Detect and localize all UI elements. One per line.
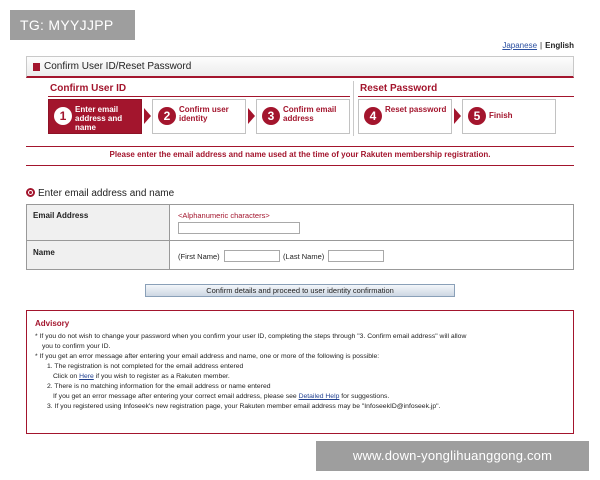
email-field[interactable]: [178, 222, 300, 234]
detailed-help-link[interactable]: Detailed Help: [298, 393, 340, 400]
step-5: [462, 99, 556, 134]
advisory-line: you to confirm your ID.: [42, 343, 111, 350]
step-label: Reset password: [385, 105, 447, 114]
instruction-bottom-rule: [26, 165, 574, 166]
step-number: 2: [158, 107, 176, 125]
step-4: [358, 99, 452, 134]
step-number: 3: [262, 107, 280, 125]
advisory-line: [35, 372, 565, 382]
step-arrow-icon: [248, 108, 255, 124]
advisory-line: 2. There is no matching information for the email address or name entered: [47, 383, 271, 390]
confirm-details-button[interactable]: Confirm details and proceed to user identity confirmation: [145, 284, 455, 297]
step-1: [48, 99, 142, 134]
advisory-line: * If you do not wish to change your password when you confirm your user ID, completing the steps through "3. Confirm email address" will allow: [35, 333, 467, 340]
section-underline-confirm: [48, 96, 350, 97]
language-switcher: [502, 41, 574, 50]
advisory-text: for suggestions.: [339, 393, 390, 400]
step-arrow-icon: [454, 108, 461, 124]
name-row: [27, 241, 573, 269]
advisory-line: [35, 392, 565, 402]
step-3: [256, 99, 350, 134]
step-2: [152, 99, 246, 134]
last-name-label: (Last Name): [283, 252, 325, 261]
step-number: 4: [364, 107, 382, 125]
section-label-reset-password: Reset Password: [360, 83, 438, 94]
advisory-title: Advisory: [35, 319, 70, 328]
page-title: Confirm User ID/Reset Password: [44, 61, 192, 72]
last-name-field[interactable]: [328, 250, 384, 262]
japanese-link[interactable]: Japanese: [502, 41, 538, 50]
watermark: www.down-yonglihuanggong.com: [316, 441, 589, 471]
step-label: Finish: [489, 111, 513, 120]
first-name-field[interactable]: [224, 250, 280, 262]
english-current: English: [545, 41, 574, 50]
email-label: Email Address: [27, 205, 170, 240]
section-divider: [353, 81, 354, 136]
language-separator: |: [540, 41, 543, 50]
step-label: Confirm email address: [283, 105, 337, 123]
section-underline-reset: [358, 96, 574, 97]
advisory-text: if you wish to register as a Rakuten member.: [93, 373, 230, 380]
advisory-text: If you get an error message after entering your correct email address, please see: [53, 393, 299, 400]
step-label: Confirm user identity: [179, 105, 229, 123]
step-number: 5: [468, 107, 486, 125]
step-number: 1: [54, 107, 72, 125]
instruction-text: Please enter the email address and name used at the time of your Rakuten membership registration.: [109, 150, 491, 159]
radio-bullet-icon: [26, 188, 35, 197]
advisory-line: * If you get an error message after entering your email address and name, one or more of the following is possible:: [35, 353, 380, 360]
email-hint: <Alphanumeric characters>: [178, 211, 270, 220]
advisory-line: 3. If you registered using Infoseek's new registration page, your Rakuten member email address may be "InfoseekID@infoseek.jp".: [47, 403, 441, 410]
advisory-line: 1. The registration is not completed for the email address entered: [47, 363, 244, 370]
email-row: [27, 205, 573, 241]
first-name-label: (First Name): [178, 252, 220, 261]
tg-badge: TG: MYYJJPP: [10, 10, 135, 40]
title-marker-icon: [33, 63, 40, 71]
section-label-confirm-user-id: Confirm User ID: [50, 83, 127, 94]
advisory-text: Click on: [53, 373, 80, 380]
here-link[interactable]: Here: [79, 373, 94, 380]
form-table: [26, 204, 574, 270]
name-label: Name: [27, 241, 170, 269]
page-title-bar: [26, 56, 574, 78]
step-arrow-icon: [144, 108, 151, 124]
step-label: Enter email address and name: [75, 105, 123, 132]
form-heading: [26, 188, 174, 199]
instruction-top-rule: [26, 146, 574, 147]
advisory-box: [26, 310, 574, 434]
form-heading-text: Enter email address and name: [38, 188, 175, 199]
